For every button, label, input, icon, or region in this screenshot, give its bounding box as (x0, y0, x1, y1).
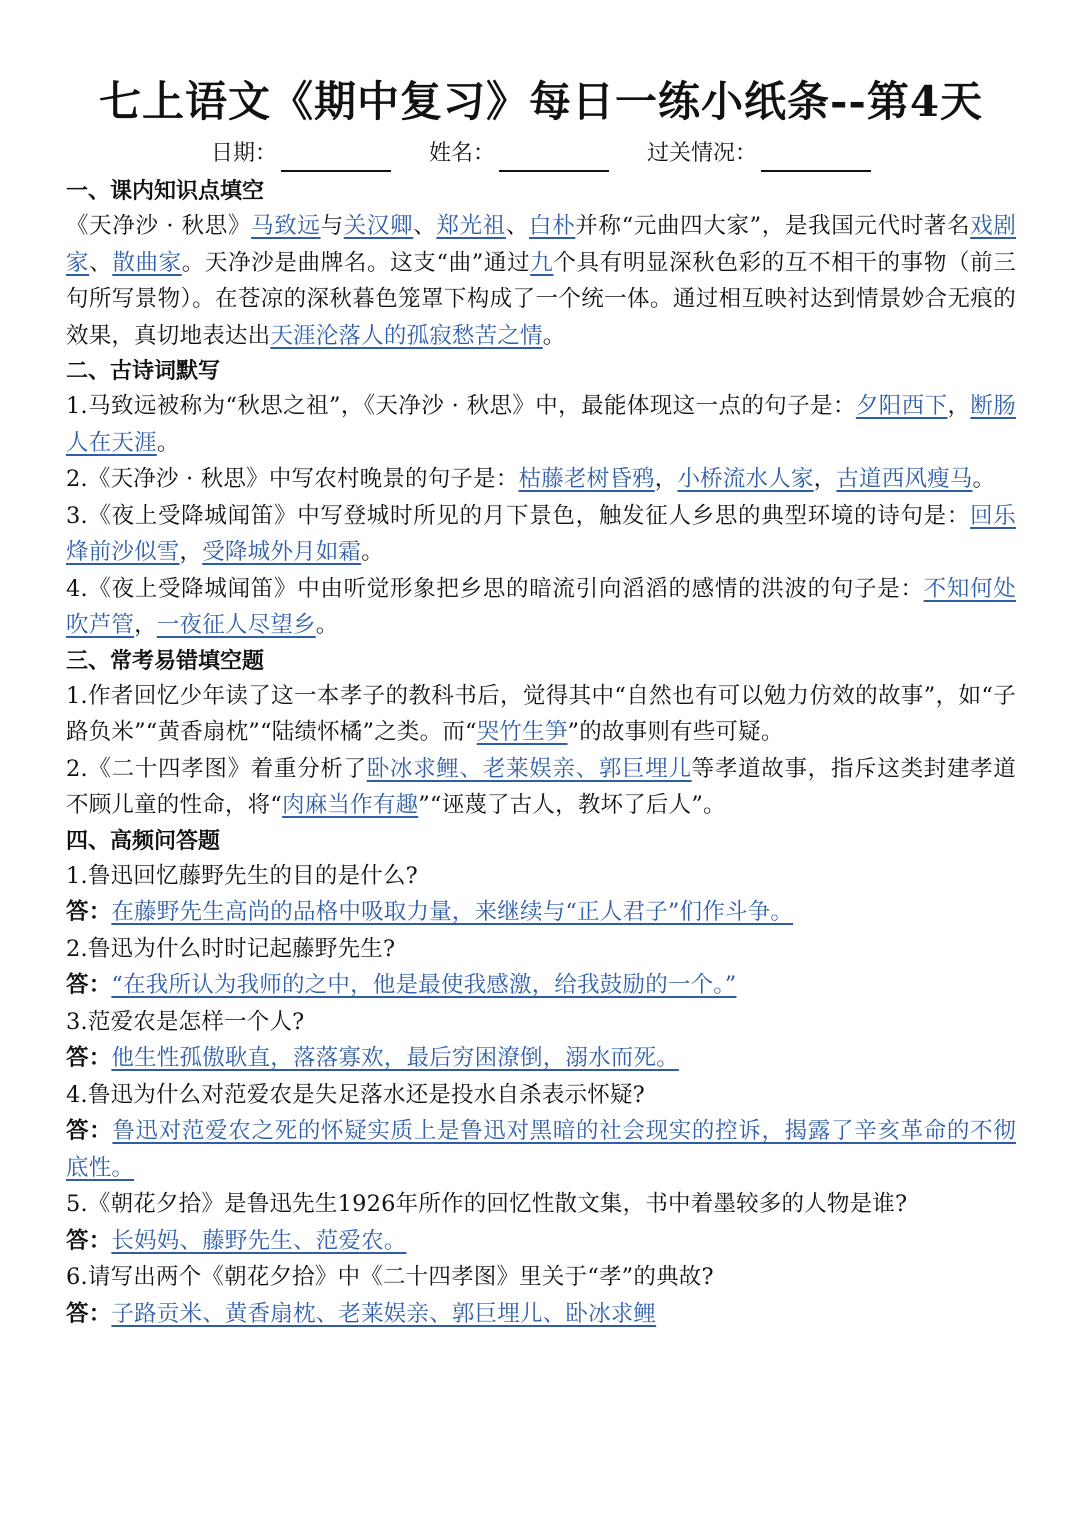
section-1-heading: 一、课内知识点填空 (66, 178, 265, 204)
answer: 子路贡米、黄香扇枕、老莱娱亲、郭巨埋儿、卧冰求鲤 (111, 1300, 657, 1327)
text: 等孝道故事，指斥这类封建孝道不顾儿童的性命，将“ (66, 755, 1016, 818)
worksheet (66, 70, 1016, 1332)
section-4-heading: 四、高频问答题 (66, 827, 221, 854)
answer-4-4 (66, 1113, 1016, 1186)
text: 、 (89, 249, 113, 276)
answer: 散曲家 (112, 249, 182, 276)
question-4-4: 4.鲁迅为什么对范爱农是失足落水还是投水自杀表示怀疑? (66, 1081, 645, 1108)
question-4-3: 3.范爱农是怎样一个人? (66, 1008, 305, 1035)
status-label: 过关情况： (647, 141, 758, 166)
question-text: 2.《二十四孝图》着重分析了 (66, 755, 367, 782)
date-blank[interactable] (281, 148, 391, 172)
date-field[interactable] (211, 136, 391, 172)
answer: 不知何处吹芦管 (66, 575, 1016, 638)
answer: 卧冰求鲤、老莱娱亲、郭巨埋儿 (366, 755, 692, 782)
question-text: 3.《夜上受降城闻笛》中写登城时所见的月下景色，触发征人乡思的典型环境的诗句是： (66, 502, 971, 529)
question-text: 1.作者回忆少年读了这一本孝子的教科书后，觉得其中“自然也有可以勉力仿效的故事”，如“子路负米”“黄香扇枕”“陆绩怀橘”之类。而“ (66, 682, 1016, 745)
text: 个具有明显深秋色彩的互不相干的事物（前三句所写景物）。在苍凉的深秋暮色笼罩下构成了一个统一体。通过相互映衬达到情景妙合无痕的效果，真切地表达出 (66, 249, 1016, 349)
answer: 九 (530, 249, 554, 276)
answer: 关汉卿 (343, 213, 414, 239)
answer-label: 答： (66, 972, 112, 998)
answer-label: 答： (66, 899, 112, 925)
answer: 他生性孤傲耿直，落落寡欢，最后穷困潦倒，溺水而死。 (111, 1045, 679, 1071)
answer-label: 答： (66, 1045, 112, 1071)
text: ”“诬蔑了古人，教坏了后人”。 (418, 792, 726, 818)
text: 。 (542, 322, 566, 349)
section-1-paragraph (66, 208, 1016, 354)
answer-label: 答： (66, 1300, 112, 1327)
question-2-3 (66, 498, 1016, 571)
text: 、 (413, 213, 437, 239)
section-2-heading: 二、古诗词默写 (66, 358, 221, 384)
answer: 断肠人在天涯 (66, 393, 1016, 456)
question-4-6: 6.请写出两个《朝花夕拾》中《二十四孝图》里关于“孝”的典故? (66, 1264, 714, 1290)
text: 。 (315, 612, 339, 638)
name-blank[interactable] (499, 148, 609, 172)
answer-label: 答： (66, 1118, 113, 1144)
answer: 古道西风瘦马 (836, 466, 973, 492)
answer-4-3 (66, 1040, 1016, 1077)
text: 。 (361, 539, 384, 565)
name-label: 姓名： (428, 141, 495, 166)
page-title: 七上语文《期中复习》每日一练小纸条--第4天 (98, 77, 984, 126)
text: 。 (156, 429, 180, 456)
question-2-1 (66, 388, 1016, 461)
question-2-4 (66, 571, 1016, 644)
question-text: 4.《夜上受降城闻笛》中由听觉形象把乡思的暗流引向滔滔的感情的洪波的句子是： (66, 575, 924, 602)
name-field[interactable] (429, 136, 609, 172)
header-fields (66, 136, 1016, 172)
answer: 天涯沦落人的孤寂愁苦之情 (270, 322, 543, 349)
question-2-2 (66, 461, 1016, 498)
text: 、 (505, 213, 530, 239)
answer-4-2 (66, 967, 1016, 1004)
answer: 白朴 (529, 213, 576, 239)
date-label: 日期： (210, 141, 277, 166)
text: ， (813, 466, 837, 492)
answer: 郑光祖 (436, 213, 506, 239)
answer-label: 答： (66, 1227, 112, 1254)
text: 。天净沙是曲牌名。这支“曲”通过 (181, 249, 531, 276)
answer: 夕阳西下 (855, 393, 948, 419)
text: ， (947, 393, 971, 419)
answer: 长妈妈、藤野先生、范爱农。 (111, 1227, 407, 1254)
answer: 哭竹生笋 (476, 719, 568, 745)
answer: 枯藤老树昏鸦 (518, 466, 655, 492)
text: 并称“元曲四大家”，是我国元代时著名 (575, 213, 971, 239)
text: ”的故事则有些可疑。 (567, 719, 784, 745)
question-3-1 (66, 678, 1016, 751)
text: 与 (320, 213, 344, 239)
text: ， (179, 539, 203, 565)
answer: 小桥流水人家 (677, 466, 814, 492)
status-field[interactable] (647, 136, 871, 172)
answer: 受降城外月如霜 (202, 539, 362, 565)
text: ， (134, 612, 157, 638)
question-4-2: 2.鲁迅为什么时时记起藤野先生? (66, 935, 396, 962)
answer: 一夜征人尽望乡 (156, 612, 316, 638)
answer: 肉麻当作有趣 (282, 792, 419, 818)
answer: 在藤野先生高尚的品格中吸取力量，来继续与“正人君子”们作斗争。 (111, 899, 794, 925)
answer: 戏剧家 (66, 213, 1017, 276)
question-4-1: 1.鲁迅回忆藤野先生的目的是什么? (66, 862, 418, 889)
question-4-5: 5.《朝花夕拾》是鲁迅先生1926年所作的回忆性散文集，书中着墨较多的人物是谁? (66, 1191, 908, 1217)
answer-4-5 (66, 1223, 1016, 1260)
status-blank[interactable] (761, 148, 871, 172)
answer-4-6 (66, 1296, 1016, 1333)
question-text: 1.马致远被称为“秋思之祖”，《天净沙 · 秋思》中，最能体现这一点的句子是： (66, 393, 856, 419)
answer-4-1 (66, 894, 1016, 931)
text: 。 (972, 466, 996, 492)
answer: 马致远 (251, 213, 321, 239)
question-3-2 (66, 751, 1016, 824)
section-3-heading: 三、常考易错填空题 (66, 647, 265, 674)
answer: “在我所认为我师的之中，他是最使我感激，给我鼓励的一个。” (111, 972, 737, 998)
answer: 回乐烽前沙似雪 (66, 502, 1016, 565)
text: 《天净沙 · 秋思》 (66, 213, 252, 239)
text: ， (654, 466, 678, 492)
question-text: 2.《天净沙 · 秋思》中写农村晚景的句子是： (66, 466, 519, 492)
answer: 鲁迅对范爱农之死的怀疑实质上是鲁迅对黑暗的社会现实的控诉，揭露了辛亥革命的不彻底性。 (66, 1118, 1016, 1181)
